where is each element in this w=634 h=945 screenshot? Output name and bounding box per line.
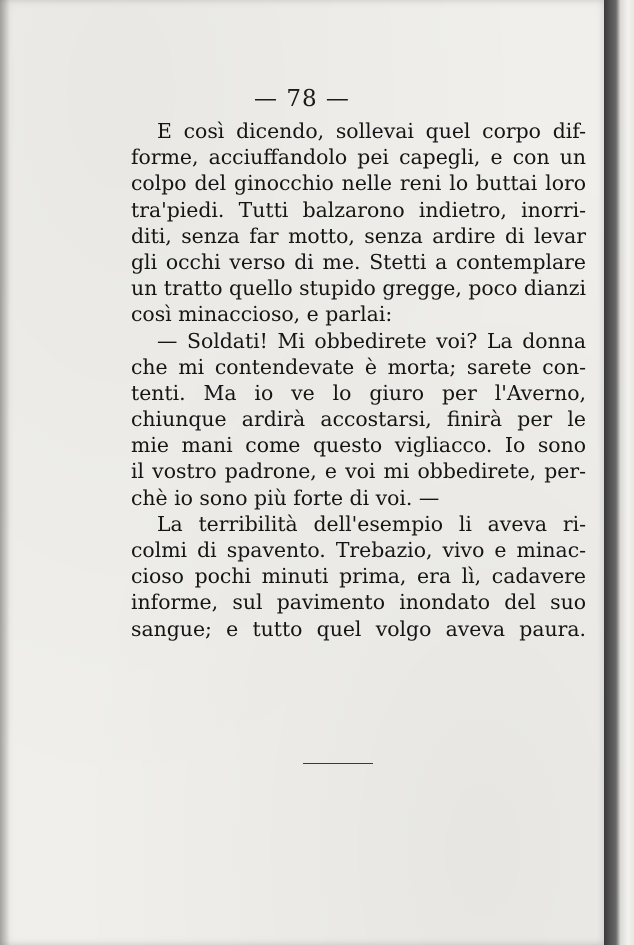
text-line: chiunque ardirà accostarsi, finirà per le <box>131 407 586 432</box>
text-line: La terribilità dell'esempio li aveva ri- <box>157 511 586 536</box>
text-line: un tratto quello stupido gregge, poco dianzi <box>131 276 586 301</box>
text-line: il vostro padrone, e voi mi obbedirete, per- <box>131 459 586 484</box>
text-line: — Soldati! Mi obbedirete voi? La donna <box>157 328 586 353</box>
end-rule <box>303 763 373 764</box>
text-line: tenti. Ma io ve lo giuro per l'Averno, <box>131 380 586 405</box>
text-line: colpo del ginocchio nelle reni lo buttai loro <box>131 171 586 196</box>
text-line: mie mani come questo vigliacco. Io sono <box>131 433 586 458</box>
text-line: tra'piedi. Tutti balzarono indietro, inorri- <box>131 197 586 222</box>
spine-shadow <box>0 0 10 945</box>
text-line: gli occhi verso di me. Stetti a contemplare <box>131 249 586 274</box>
page-edge <box>604 0 634 945</box>
text-line: chè io sono più forte di voi. — <box>131 485 440 510</box>
text-line: così minaccioso, e parlai: <box>131 302 393 327</box>
text-line: sangue; e tutto quel volgo aveva paura. <box>131 616 586 641</box>
text-line: che mi contendevate è morta; sarete con- <box>131 354 586 379</box>
text-line: diti, senza far motto, senza ardire di levar <box>131 223 586 248</box>
body-text <box>131 118 586 642</box>
text-line: colmi di spavento. Trebazio, vivo e minac- <box>131 538 586 562</box>
page-number: — 78 — <box>254 86 350 112</box>
text-line: cioso pochi minuti prima, era lì, cadavere <box>131 564 586 589</box>
text-line: E così dicendo, sollevai quel corpo dif- <box>157 119 586 143</box>
text-line: forme, acciuffandolo pei capegli, e con un <box>131 145 586 170</box>
text-line: informe, sul pavimento inondato del suo <box>131 590 586 615</box>
